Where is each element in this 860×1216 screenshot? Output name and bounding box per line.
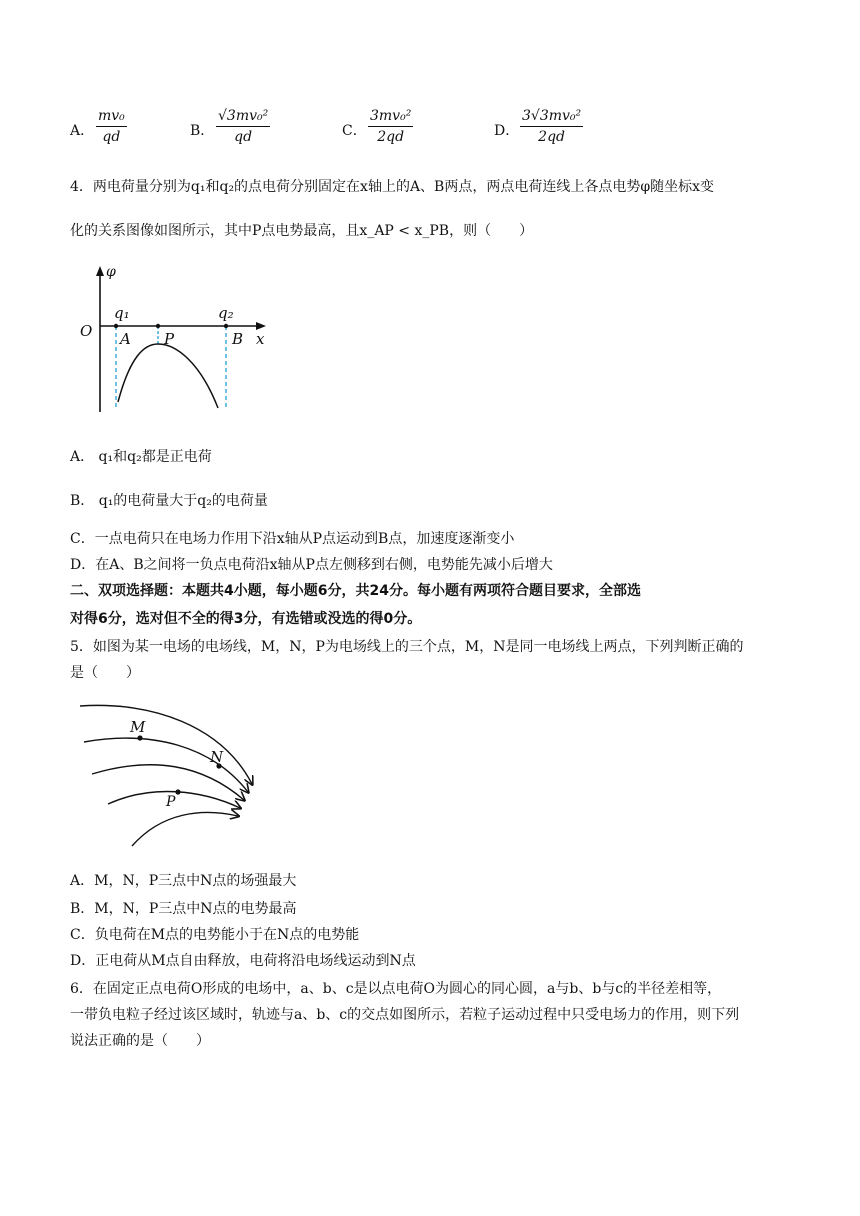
q4-option-b: B． q₁的电荷量大于q₂的电荷量 (70, 493, 268, 509)
figure-m-label: M (130, 718, 146, 736)
q5-stem-line2: 是（ ） (70, 665, 140, 681)
q3-option-a-letter: A． (70, 123, 95, 139)
graph-p-label: P (164, 330, 175, 348)
section2-heading-line2: 对得6分，选对但不全的得3分，有选错或没选的得0分。 (70, 611, 422, 627)
q3-option-b-letter: B． (190, 123, 215, 139)
q3-option-d-fraction (520, 108, 583, 145)
q4-potential-graph (78, 262, 278, 414)
q5-stem-line1: 5．如图为某一电场的电场线，M，N，P为电场线上的三个点，M，N是同一电场线上两点，下列判断正确的 (70, 639, 744, 655)
graph-q1-label: q₁ (114, 304, 130, 322)
section2-heading-line1: 二、双项选择题：本题共4小题，每小题6分，共24分。每小题有两项符合题目要求，全部选 (70, 583, 641, 599)
q3-option-c-letter: C． (342, 123, 367, 139)
q4-stem-line1: 4．两电荷量分别为q₁和q₂的点电荷分别固定在x轴上的A、B两点，两点电荷连线上各点电势φ随坐标x变 (70, 179, 715, 195)
q3-option-c-numerator: 3mv₀² (368, 108, 413, 127)
q3-option-b-denominator: qd (234, 129, 253, 145)
graph-q2-label: q₂ (218, 304, 234, 322)
q4-option-c: C．一点电荷只在电场力作用下沿x轴从P点运动到B点，加速度逐渐变小 (70, 531, 515, 547)
q6-stem-line2: 一带负电粒子经过该区域时，轨迹与a、b、c的交点如图所示，若粒子运动过程中只受电场力的作用，则下列 (70, 1007, 740, 1023)
figure-p-label: P (166, 794, 176, 810)
figure-n-label: N (210, 748, 224, 766)
q6-stem-line1: 6．在固定正点电荷O形成的电场中，a、b、c是以点电荷O为圆心的同心圆，a与b、b与c的半径差相等， (70, 981, 722, 997)
q3-option-a-denominator: qd (102, 129, 121, 145)
q4-stem-line2: 化的关系图像如图所示，其中P点电势最高，且x_AP < x_PB，则（ ） (70, 223, 534, 239)
q5-field-lines-figure (72, 696, 272, 856)
q3-option-c-fraction (368, 108, 413, 145)
q5-option-a: A．M，N，P三点中N点的场强最大 (70, 873, 297, 889)
q3-option-a-numerator: mv₀ (96, 108, 127, 127)
q4-option-a: A． q₁和q₂都是正电荷 (70, 449, 212, 465)
q3-option-c-denominator: 2qd (377, 129, 405, 145)
graph-phi-label: φ (106, 264, 116, 280)
graph-x-label: x (256, 330, 265, 348)
q5-option-b: B．M，N，P三点中N点的电势最高 (70, 901, 297, 917)
graph-b-label: B (232, 330, 244, 348)
q5-option-d: D．正电荷从M点自由释放，电荷将沿电场线运动到N点 (70, 953, 416, 969)
q3-option-d-numerator: 3√3mv₀² (520, 108, 583, 127)
q3-option-a-fraction (96, 108, 127, 145)
q4-option-d: D．在A、B之间将一负点电荷沿x轴从P点左侧移到右侧，电势能先减小后增大 (70, 557, 553, 573)
q6-stem-line3: 说法正确的是（ ） (70, 1033, 210, 1049)
q5-option-c: C．负电荷在M点的电势能小于在N点的电势能 (70, 927, 360, 943)
graph-origin-label: O (80, 322, 93, 340)
q3-option-b-numerator: √3mv₀² (216, 108, 270, 127)
q3-option-d-letter: D． (494, 123, 520, 139)
graph-a-label: A (120, 330, 131, 348)
q3-option-d-denominator: 2qd (538, 129, 565, 145)
q3-option-b-fraction (216, 108, 270, 145)
